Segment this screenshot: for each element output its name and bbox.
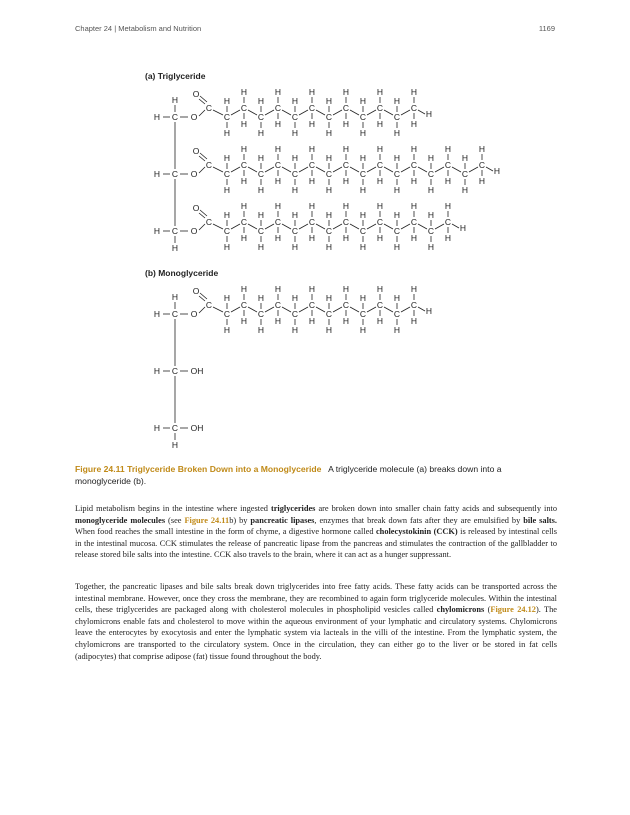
chain-bond	[350, 307, 359, 312]
hydrogen-atom: H	[410, 176, 418, 186]
chain-carbon-atom: C	[223, 226, 231, 236]
chain-carbon-atom: C	[427, 226, 435, 236]
chain-bond	[350, 110, 359, 115]
chain-carbon-atom: C	[478, 160, 486, 170]
hydrogen-atom: H	[308, 144, 316, 154]
chain-carbon-atom: C	[342, 300, 350, 310]
hydrogen-atom: H	[393, 325, 401, 335]
term-chylomicrons: chylomicrons	[436, 605, 485, 615]
chain-bond	[282, 224, 291, 229]
chain-bond	[350, 167, 359, 172]
glycerol-carbon-atom: C	[171, 366, 179, 376]
chain-bond	[384, 110, 393, 115]
hydrogen-atom: H	[153, 169, 161, 179]
chain-bond	[418, 224, 427, 229]
running-header-page-number: 1169	[538, 24, 555, 33]
chain-carbon-atom: C	[393, 112, 401, 122]
chain-bond	[316, 110, 325, 115]
hydrogen-atom: H	[342, 284, 350, 294]
ester-oxygen-atom: O	[190, 169, 198, 179]
hydrogen-atom: H	[274, 87, 282, 97]
chain-carbon-atom: C	[376, 217, 384, 227]
chain-carbon-atom: C	[325, 112, 333, 122]
chain-bond	[299, 307, 308, 312]
hydrogen-atom: H	[342, 176, 350, 186]
terminal-hydrogen-atom: H	[493, 166, 501, 176]
figure-link-24-12[interactable]: Figure 24.12	[490, 605, 536, 615]
chain-carbon-atom: C	[427, 169, 435, 179]
chain-bond	[231, 167, 240, 172]
hydrogen-atom: H	[376, 119, 384, 129]
hydrogen-atom: H	[257, 325, 265, 335]
chain-bond	[435, 224, 444, 229]
chain-bond	[248, 307, 257, 312]
chain-bond	[350, 224, 359, 229]
hydrogen-atom: H	[308, 119, 316, 129]
chain-carbon-atom: C	[308, 217, 316, 227]
hydrogen-atom: H	[274, 316, 282, 326]
hydrogen-atom: H	[325, 293, 333, 303]
chain-carbon-atom: C	[291, 226, 299, 236]
carbonyl-oxygen-atom: O	[192, 146, 200, 156]
ester-oxygen-atom: O	[190, 309, 198, 319]
chain-bond	[282, 110, 291, 115]
chain-bond	[265, 110, 274, 115]
hydrogen-atom: H	[444, 233, 452, 243]
hydrogen-atom: H	[291, 185, 299, 195]
carbonyl-carbon-atom: C	[205, 160, 213, 170]
chain-carbon-atom: C	[240, 217, 248, 227]
chain-bond	[265, 224, 274, 229]
hydrogen-atom: H	[444, 176, 452, 186]
hydrogen-atom: H	[359, 293, 367, 303]
hydrogen-atom: H	[223, 293, 231, 303]
single-bond	[199, 167, 205, 173]
hydrogen-atom: H	[291, 293, 299, 303]
chain-bond	[401, 110, 410, 115]
hydrogen-atom: H	[308, 316, 316, 326]
chain-bond	[299, 110, 308, 115]
chain-carbon-atom: C	[308, 103, 316, 113]
chain-bond	[299, 167, 308, 172]
chain-carbon-atom: C	[410, 217, 418, 227]
hydrogen-atom: H	[325, 325, 333, 335]
chain-bond	[452, 167, 461, 172]
figure-caption	[75, 463, 557, 487]
chain-carbon-atom: C	[308, 300, 316, 310]
hydrogen-atom: H	[376, 201, 384, 211]
hydrogen-atom: H	[410, 233, 418, 243]
chain-carbon-atom: C	[257, 112, 265, 122]
chain-bond	[367, 307, 376, 312]
hydrogen-atom: H	[257, 293, 265, 303]
term-bile-salts: bile salts.	[523, 515, 558, 525]
hydrogen-atom: H	[376, 316, 384, 326]
part-a-label: (a) Triglyceride	[145, 71, 206, 81]
hydrogen-atom: H	[359, 153, 367, 163]
part-b-label: (b) Monoglyceride	[145, 268, 219, 278]
text-run: , enzymes that break down fats after they are emulsified by	[314, 515, 524, 525]
paragraph-lipid-metabolism	[75, 503, 557, 561]
hydrogen-atom: H	[291, 242, 299, 252]
chain-bond	[213, 167, 223, 172]
chain-bond	[333, 110, 342, 115]
hydrogen-atom: H	[393, 185, 401, 195]
hydrogen-atom: H	[427, 210, 435, 220]
glycerol-carbon-atom: C	[171, 309, 179, 319]
chain-carbon-atom: C	[376, 160, 384, 170]
chain-carbon-atom: C	[342, 160, 350, 170]
chain-carbon-atom: C	[257, 309, 265, 319]
hydrogen-atom: H	[393, 153, 401, 163]
chain-carbon-atom: C	[444, 160, 452, 170]
chain-carbon-atom: C	[359, 112, 367, 122]
chain-bond	[316, 224, 325, 229]
chain-carbon-atom: C	[325, 226, 333, 236]
hydrogen-atom: H	[223, 325, 231, 335]
hydrogen-atom: H	[342, 119, 350, 129]
hydrogen-atom: H	[291, 210, 299, 220]
chain-carbon-atom: C	[291, 169, 299, 179]
hydrogen-atom: H	[461, 185, 469, 195]
chain-bond	[248, 110, 257, 115]
chain-bond	[469, 167, 478, 172]
chain-bond	[265, 167, 274, 172]
chain-carbon-atom: C	[291, 112, 299, 122]
figure-link-24-11[interactable]: Figure 24.11	[184, 515, 230, 525]
chain-carbon-atom: C	[240, 103, 248, 113]
chain-bond	[384, 307, 393, 312]
hydrogen-atom: H	[359, 242, 367, 252]
hydrogen-atom: H	[427, 242, 435, 252]
hydrogen-atom: H	[308, 87, 316, 97]
hydrogen-atom: H	[325, 185, 333, 195]
hydrogen-atom: H	[153, 309, 161, 319]
hydrogen-atom: H	[240, 316, 248, 326]
hydrogen-atom: H	[240, 201, 248, 211]
chain-bond	[248, 224, 257, 229]
hydrogen-atom: H	[478, 144, 486, 154]
text-run: Together, the pancreatic lipases and bile salts break down triglycerides into free fatty acids. These fatty acids can be transported across the intestinal membrane. However, once they cross the membrane, they are recombined to again form triglyceride molecules. Within the intestinal cells, these triglycerides are packaged along with cholesterol molecules in phospholipid vesicles called	[75, 582, 557, 615]
hydrogen-atom: H	[342, 144, 350, 154]
hydrogen-atom: H	[257, 96, 265, 106]
carbonyl-carbon-atom: C	[205, 217, 213, 227]
hydrogen-atom: H	[410, 284, 418, 294]
chain-carbon-atom: C	[325, 309, 333, 319]
chain-carbon-atom: C	[240, 300, 248, 310]
chain-bond	[299, 224, 308, 229]
hydrogen-atom: H	[359, 128, 367, 138]
chain-carbon-atom: C	[291, 309, 299, 319]
hydrogen-atom: H	[257, 242, 265, 252]
figure-caption-label: Figure 24.11 Triglyceride Broken Down into a Monoglyceride	[75, 464, 322, 474]
chain-bond	[367, 110, 376, 115]
text-run: are broken down into smaller chain fatty acids and subsequently into	[315, 504, 557, 513]
terminal-hydrogen-atom: H	[425, 306, 433, 316]
chain-bond	[367, 167, 376, 172]
text-run: (see	[165, 515, 185, 525]
hydrogen-atom: H	[359, 96, 367, 106]
paragraph-chylomicrons	[75, 581, 557, 662]
hydrogen-atom: H	[427, 153, 435, 163]
running-header-chapter: Chapter 24 | Metabolism and Nutrition	[75, 24, 202, 33]
chain-bond	[231, 307, 240, 312]
hydrogen-atom: H	[376, 87, 384, 97]
hydrogen-atom: H	[410, 119, 418, 129]
hydrogen-atom: H	[274, 119, 282, 129]
chain-carbon-atom: C	[274, 217, 282, 227]
hydrogen-atom: H	[444, 201, 452, 211]
hydrogen-atom: H	[257, 210, 265, 220]
hydrogen-atom: H	[223, 210, 231, 220]
hydrogen-atom: H	[376, 233, 384, 243]
chain-carbon-atom: C	[342, 103, 350, 113]
chain-carbon-atom: C	[240, 160, 248, 170]
hydrogen-atom: H	[223, 96, 231, 106]
hydrogen-atom: H	[240, 87, 248, 97]
hydrogen-atom: H	[342, 87, 350, 97]
hydrogen-atom: H	[153, 366, 161, 376]
hydrogen-atom: H	[325, 210, 333, 220]
chain-bond	[213, 224, 223, 229]
hydrogen-atom: H	[240, 144, 248, 154]
carbonyl-carbon-atom: C	[205, 103, 213, 113]
carbonyl-oxygen-atom: O	[192, 203, 200, 213]
hydrogen-atom: H	[393, 96, 401, 106]
single-bond	[486, 167, 493, 171]
hydrogen-atom: H	[308, 176, 316, 186]
term-monoglyceride-molecules: monoglyceride molecules	[75, 515, 166, 525]
chain-carbon-atom: C	[257, 169, 265, 179]
hydrogen-atom: H	[325, 153, 333, 163]
chain-bond	[333, 167, 342, 172]
chain-bond	[435, 167, 444, 172]
hydrogen-atom: H	[153, 226, 161, 236]
chain-carbon-atom: C	[342, 217, 350, 227]
hydrogen-atom: H	[359, 185, 367, 195]
hydrogen-atom: H	[393, 210, 401, 220]
term-triglycerides: triglycerides	[270, 504, 316, 513]
hydrogen-atom: H	[223, 153, 231, 163]
single-bond	[418, 110, 425, 114]
hydrogen-atom: H	[291, 325, 299, 335]
hydrogen-atom: H	[444, 144, 452, 154]
single-bond	[199, 224, 205, 230]
chain-carbon-atom: C	[393, 226, 401, 236]
hydrogen-atom: H	[342, 316, 350, 326]
text-run: (	[484, 605, 491, 615]
hydroxyl-group: OH	[190, 423, 204, 433]
terminal-hydrogen-atom: H	[425, 109, 433, 119]
hydrogen-atom: H	[291, 153, 299, 163]
chain-carbon-atom: C	[393, 309, 401, 319]
hydrogen-atom: H	[393, 293, 401, 303]
chain-carbon-atom: C	[376, 103, 384, 113]
chain-carbon-atom: C	[393, 169, 401, 179]
hydrogen-atom: H	[171, 95, 179, 105]
hydrogen-atom: H	[376, 176, 384, 186]
hydrogen-atom: H	[308, 201, 316, 211]
hydrogen-atom: H	[274, 144, 282, 154]
chain-carbon-atom: C	[376, 300, 384, 310]
hydrogen-atom: H	[223, 128, 231, 138]
hydroxyl-group: OH	[190, 366, 204, 376]
hydrogen-atom: H	[393, 128, 401, 138]
chain-bond	[384, 167, 393, 172]
chain-bond	[384, 224, 393, 229]
hydrogen-atom: H	[410, 201, 418, 211]
glycerol-carbon-atom: C	[171, 423, 179, 433]
chain-carbon-atom: C	[223, 309, 231, 319]
hydrogen-atom: H	[342, 233, 350, 243]
chain-carbon-atom: C	[274, 160, 282, 170]
hydrogen-atom: H	[410, 144, 418, 154]
text-run: When food reaches the small intestine in the form of chyme, a digestive hormone called	[75, 527, 376, 537]
hydrogen-atom: H	[274, 284, 282, 294]
single-bond	[199, 307, 205, 313]
chain-carbon-atom: C	[308, 160, 316, 170]
glycerol-carbon-atom: C	[171, 169, 179, 179]
hydrogen-atom: H	[240, 119, 248, 129]
hydrogen-atom: H	[171, 440, 179, 450]
chain-carbon-atom: C	[410, 300, 418, 310]
chain-bond	[316, 307, 325, 312]
chain-carbon-atom: C	[325, 169, 333, 179]
single-bond	[452, 224, 459, 228]
hydrogen-atom: H	[308, 233, 316, 243]
glycerol-carbon-atom: C	[171, 112, 179, 122]
chain-carbon-atom: C	[274, 103, 282, 113]
hydrogen-atom: H	[308, 284, 316, 294]
hydrogen-atom: H	[410, 87, 418, 97]
chain-bond	[265, 307, 274, 312]
hydrogen-atom: H	[257, 153, 265, 163]
chain-bond	[231, 224, 240, 229]
chain-carbon-atom: C	[410, 160, 418, 170]
ester-oxygen-atom: O	[190, 226, 198, 236]
chain-bond	[401, 307, 410, 312]
carbonyl-carbon-atom: C	[205, 300, 213, 310]
carbonyl-oxygen-atom: O	[192, 89, 200, 99]
hydrogen-atom: H	[240, 176, 248, 186]
chain-carbon-atom: C	[359, 169, 367, 179]
hydrogen-atom: H	[171, 243, 179, 253]
chain-bond	[213, 307, 223, 312]
chain-carbon-atom: C	[444, 217, 452, 227]
chain-carbon-atom: C	[461, 169, 469, 179]
terminal-hydrogen-atom: H	[459, 223, 467, 233]
chain-carbon-atom: C	[274, 300, 282, 310]
hydrogen-atom: H	[240, 233, 248, 243]
single-bond	[199, 110, 205, 116]
chain-carbon-atom: C	[223, 169, 231, 179]
hydrogen-atom: H	[171, 292, 179, 302]
hydrogen-atom: H	[427, 185, 435, 195]
chain-carbon-atom: C	[223, 112, 231, 122]
chain-bond	[282, 167, 291, 172]
chain-bond	[401, 167, 410, 172]
ester-oxygen-atom: O	[190, 112, 198, 122]
hydrogen-atom: H	[325, 128, 333, 138]
hydrogen-atom: H	[291, 96, 299, 106]
text-run: is released by intestinal cells in the intestinal mucosa. CCK stimulates the release of pancreatic lipase from the pancreas and stimulates the contraction of the gallbladder to release stored bile salts into the intestine. CCK also travels to the brain, where it can act as a hunger suppressant.	[75, 527, 558, 560]
hydrogen-atom: H	[325, 242, 333, 252]
hydrogen-atom: H	[478, 176, 486, 186]
chain-bond	[248, 167, 257, 172]
hydrogen-atom: H	[359, 210, 367, 220]
chain-carbon-atom: C	[410, 103, 418, 113]
hydrogen-atom: H	[153, 423, 161, 433]
chain-bond	[401, 224, 410, 229]
hydrogen-atom: H	[274, 201, 282, 211]
hydrogen-atom: H	[461, 153, 469, 163]
chain-bond	[418, 167, 427, 172]
hydrogen-atom: H	[257, 128, 265, 138]
figure-caption-text: A triglyceride molecule (a) breaks down into a monoglyceride (b).	[75, 464, 502, 486]
hydrogen-atom: H	[153, 112, 161, 122]
hydrogen-atom: H	[223, 185, 231, 195]
chain-bond	[282, 307, 291, 312]
chain-carbon-atom: C	[359, 309, 367, 319]
single-bond	[418, 307, 425, 311]
hydrogen-atom: H	[240, 284, 248, 294]
term-pancreatic-lipases: pancreatic lipases	[250, 515, 315, 525]
text-run: Lipid metabolism begins in the intestine where ingested	[75, 504, 271, 513]
hydrogen-atom: H	[393, 242, 401, 252]
chain-bond	[213, 110, 223, 115]
text-run: b) by	[229, 515, 251, 525]
hydrogen-atom: H	[291, 128, 299, 138]
hydrogen-atom: H	[376, 144, 384, 154]
carbonyl-oxygen-atom: O	[192, 286, 200, 296]
hydrogen-atom: H	[359, 325, 367, 335]
text-run: ). The chylomicrons enable fats and cholesterol to move within the aqueous environment of your lymphatic and circulatory systems. Chylomicrons leave the enterocytes by exocytosis and enter the lymphatic system via lacteals in the villi of the intestine. From the lymphatic system, the chylomicrons are transported to the circulatory system. Once in the circulation, they can either go to the liver or be stored in fat cells (adipocytes) that comprise adipose (fat) tissue found throughout the body.	[75, 605, 558, 661]
term-cholecystokinin: cholecystokinin (CCK)	[375, 527, 458, 537]
chain-carbon-atom: C	[257, 226, 265, 236]
chain-bond	[333, 307, 342, 312]
hydrogen-atom: H	[325, 96, 333, 106]
hydrogen-atom: H	[274, 233, 282, 243]
chain-bond	[333, 224, 342, 229]
hydrogen-atom: H	[376, 284, 384, 294]
chain-carbon-atom: C	[359, 226, 367, 236]
hydrogen-atom: H	[223, 242, 231, 252]
hydrogen-atom: H	[274, 176, 282, 186]
hydrogen-atom: H	[342, 201, 350, 211]
glycerol-carbon-atom: C	[171, 226, 179, 236]
hydrogen-atom: H	[410, 316, 418, 326]
chain-bond	[316, 167, 325, 172]
chain-bond	[367, 224, 376, 229]
hydrogen-atom: H	[257, 185, 265, 195]
chain-bond	[231, 110, 240, 115]
